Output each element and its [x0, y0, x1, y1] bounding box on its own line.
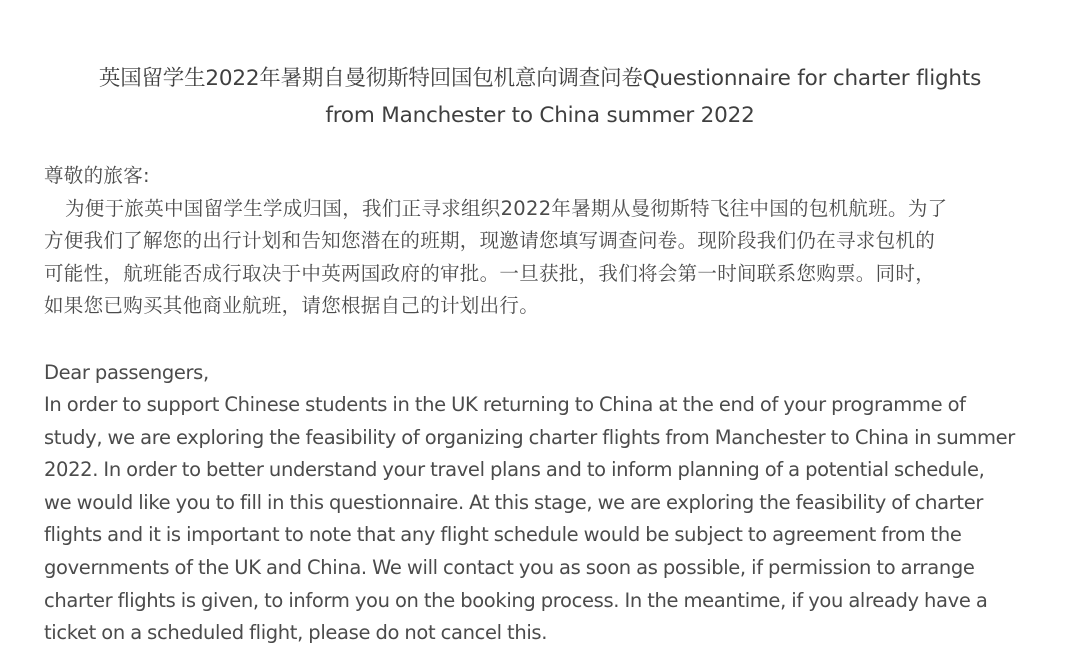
- english-paragraph-line: charter flights is given, to inform you on the booking process. In the meantime, if you already have a: [44, 588, 988, 612]
- english-greeting: Dear passengers,: [44, 360, 209, 384]
- page-title: [40, 60, 1040, 134]
- chinese-paragraph-line: 为便于旅英中国留学生学成归国，我们正寻求组织2022年暑期从曼彻斯特飞往中国的包机航班。为了: [65, 196, 948, 220]
- title-line-2: from Manchester to China summer 2022: [325, 103, 755, 128]
- paragraph-gap: [44, 323, 1054, 357]
- title-line-1: 英国留学生2022年暑期自曼彻斯特回国包机意向调查问卷Questionnaire for charter flights: [98, 66, 982, 91]
- chinese-greeting: 尊敬的旅客:: [44, 164, 150, 187]
- english-paragraph-line: study, we are exploring the feasibility of organizing charter flights from Manchester to China in summer: [44, 425, 1015, 449]
- english-intro: [44, 357, 1054, 650]
- english-paragraph-line: we would like you to fill in this questionnaire. At this stage, we are exploring the feasibility of charter: [44, 490, 984, 514]
- intro-text: [44, 160, 1054, 650]
- english-paragraph-line: ticket on a scheduled flight, please do not cancel this.: [44, 621, 548, 645]
- english-paragraph-line: flights and it is important to note that any flight schedule would be subject to agreement from the: [44, 523, 962, 547]
- chinese-paragraph-line: 可能性，航班能否成行取决于中英两国政府的审批。一旦获批，我们将会第一时间联系您购票。同时，: [44, 261, 936, 285]
- english-paragraph-line: governments of the UK and China. We will contact you as soon as possible, if permission to arrange: [44, 556, 975, 580]
- chinese-paragraph-line: 如果您已购买其他商业航班，请您根据自己的计划出行。: [44, 294, 540, 317]
- english-paragraph-line: In order to support Chinese students in the UK returning to China at the end of your programme of: [44, 393, 966, 417]
- english-paragraph-line: 2022. In order to better understand your travel plans and to inform planning of a potential schedule,: [44, 458, 985, 482]
- chinese-paragraph-line: 方便我们了解您的出行计划和告知您潜在的班期，现邀请您填写调查问卷。现阶段我们仍在寻求包机的: [44, 229, 936, 252]
- chinese-intro: [44, 160, 1054, 323]
